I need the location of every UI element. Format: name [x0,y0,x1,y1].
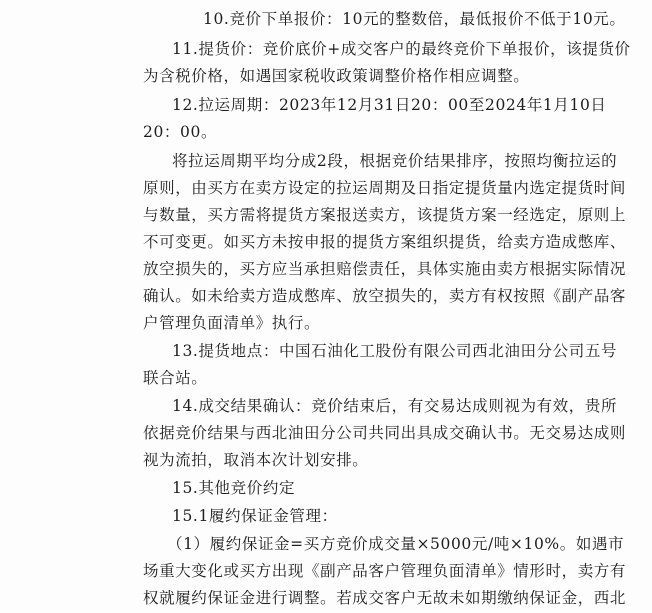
text-line: 11.提货价：竞价底价+成交客户的最终竞价下单报价，该提货价 [172,40,631,58]
text-line: 13.提货地点：中国石油化工股份有限公司西北油田分公司五号 [172,342,618,360]
text-line: 不可变更。如买方未按申报的提货方案组织提货，给卖方造成憋库、 [143,233,627,251]
text-line: 10.竞价下单报价：10元的整数倍，最低报价不低于10元。 [203,10,626,28]
text-line: 与数量，买方需将提货方案报送卖方，该提货方案一经选定，原则上 [143,206,627,224]
text-line: 户管理负面清单》执行。 [143,314,321,332]
text-line: 权就履约保证金进行调整。若成交客户无故未如期缴纳保证金，西北 [143,589,627,607]
text-line: 20：00。 [143,123,218,141]
text-line: （1）履约保证金=买方竞价成交量×5000元/吨×10%。如遇市 [167,535,625,553]
text-line: 联合站。 [143,369,208,387]
text-line: 原则，由买方在卖方设定的拉运周期及日指定提货量内选定提货时间 [143,179,627,197]
text-line: 放空损失的，买方应当承担赔偿责任，具体实施由卖方根据实际情况 [143,260,627,278]
text-line: 15.其他竞价约定 [172,479,296,497]
text-line: 依据竞价结果与西北油田分公司共同出具成交确认书。无交易达成则 [143,424,627,442]
text-line: 场重大变化或买方出现《副产品客户管理负面清单》情形时，卖方有 [143,562,627,580]
text-line: 为含税价格，如遇国家税收政策调整价格作相应调整。 [143,67,530,85]
text-line: 将拉运周期平均分成2段，根据竞价结果排序，按照均衡拉运的 [172,152,618,170]
text-line: 15.1履约保证金管理： [172,507,338,525]
text-line: 视为流拍，取消本次计划安排。 [143,451,369,469]
text-line: 12.拉运周期：2023年12月31日20：00至2024年1月10日 [172,96,607,114]
text-line: 14.成交结果确认：竞价结束后，有交易达成则视为有效，贵所 [172,397,618,415]
text-line: 确认。如未给卖方造成憋库、放空损失的，卖方有权按照《副产品客 [143,287,627,305]
